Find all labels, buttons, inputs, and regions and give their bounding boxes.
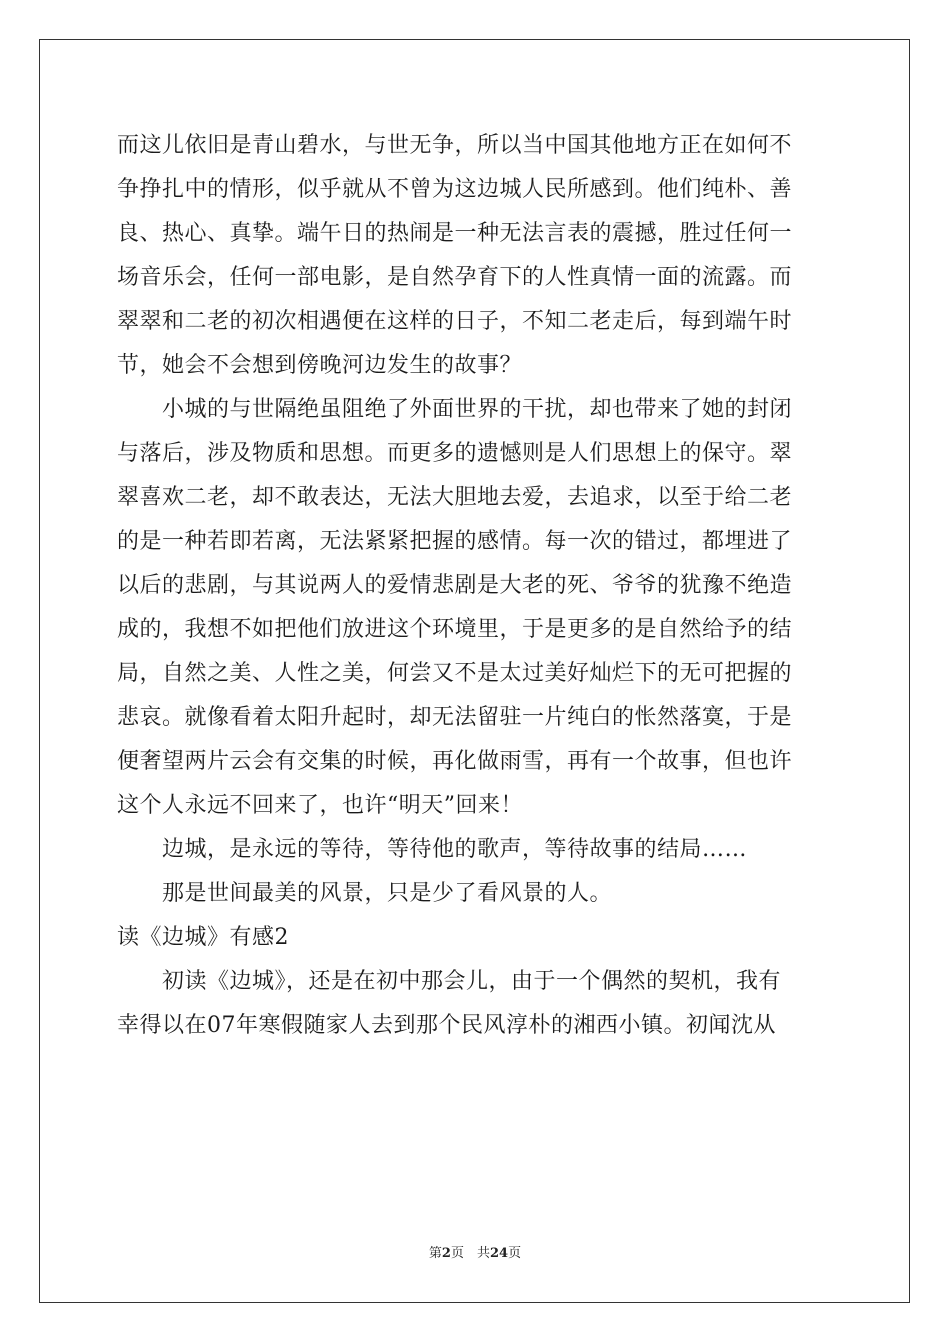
footer-mid: 页 共: [450, 1246, 490, 1261]
text-line: 幸得以在07年寒假随家人去到那个民风淳朴的湘西小镇。初闻沈从: [117, 1013, 776, 1038]
page-number: 2: [441, 1246, 451, 1261]
text-line: 成的，我想不如把他们放进这个环境里，于是更多的是自然给予的结: [117, 617, 793, 642]
text-line: 初读《边城》，还是在初中那会儿，由于一个偶然的契机，我有: [117, 969, 782, 994]
text-line: 翠喜欢二老，却不敢表达，无法大胆地去爱，去追求，以至于给二老: [117, 485, 793, 510]
text-line: 局，自然之美、人性之美，何尝又不是太过美好灿烂下的无可把握的: [117, 661, 793, 686]
page-footer: [0, 1242, 950, 1261]
text-line: 场音乐会，任何一部电影，是自然孕育下的人性真情一面的流露。而: [117, 265, 793, 290]
total-pages: 24: [489, 1246, 509, 1261]
text-line: 的是一种若即若离，无法紧紧把握的感情。每一次的错过，都埋进了: [117, 529, 793, 554]
text-line: 这个人永远不回来了，也许“明天”回来！: [117, 793, 523, 818]
text-line: 良、热心、真挚。端午日的热闹是一种无法言表的震撼，胜过任何一: [117, 221, 793, 246]
text-line: 而这儿依旧是青山碧水，与世无争，所以当中国其他地方正在如何不: [117, 133, 793, 158]
text-line: 悲哀。就像看着太阳升起时，却无法留驻一片纯白的怅然落寞，于是: [117, 705, 793, 730]
text-line: 与落后，涉及物质和思想。而更多的遗憾则是人们思想上的保守。翠: [117, 441, 793, 466]
text-line: 翠翠和二老的初次相遇便在这样的日子，不知二老走后，每到端午时: [117, 309, 793, 334]
text-line: 小城的与世隔绝虽阻绝了外面世界的干扰，却也带来了她的封闭: [117, 397, 793, 422]
footer-prefix: 第: [428, 1246, 442, 1261]
section-heading: 读《边城》有感2: [117, 925, 289, 950]
footer-suffix: 页: [508, 1246, 522, 1261]
text-line: 节，她会不会想到傍晚河边发生的故事？: [117, 353, 523, 378]
text-line: 以后的悲剧，与其说两人的爱情悲剧是大老的死、爷爷的犹豫不绝造: [117, 573, 793, 598]
text-line: 便奢望两片云会有交集的时候，再化做雨雪，再有一个故事，但也许: [117, 749, 793, 774]
document-body: [117, 124, 837, 1048]
text-line: 争挣扎中的情形，似乎就从不曾为这边城人民所感到。他们纯朴、善: [117, 177, 793, 202]
text-line: 那是世间最美的风景，只是少了看风景的人。: [117, 881, 613, 906]
text-line: 边城，是永远的等待，等待他的歌声，等待故事的结局……: [117, 837, 748, 862]
